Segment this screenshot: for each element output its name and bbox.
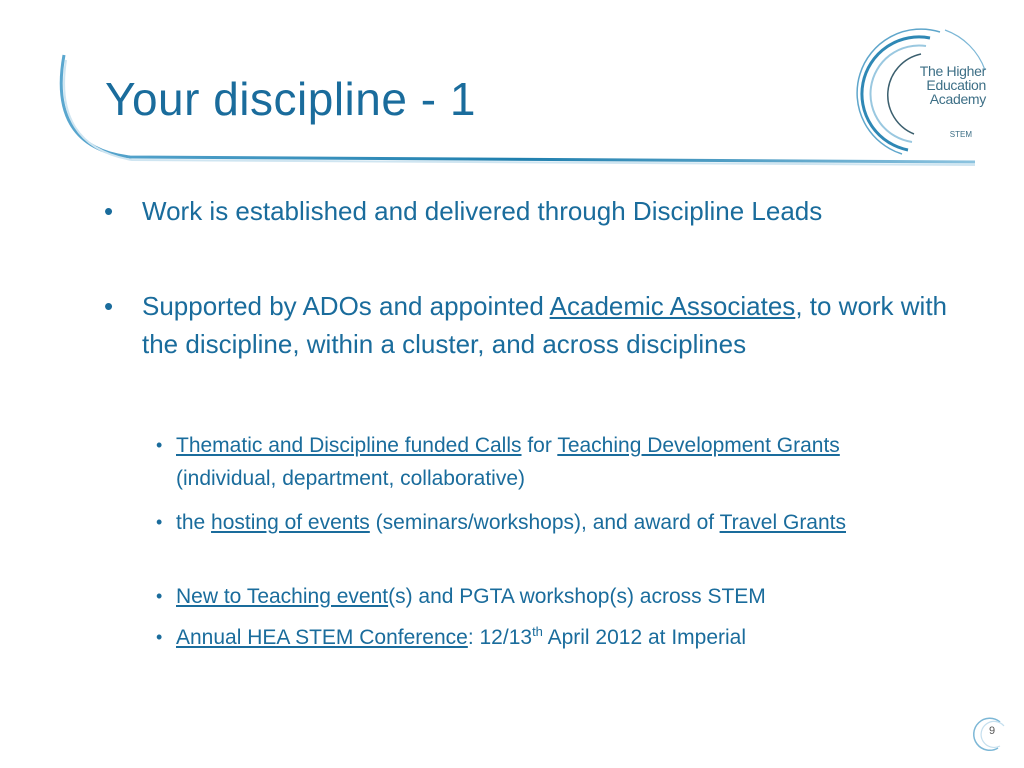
funded-calls-link[interactable]: Thematic and Discipline funded Calls <box>176 434 522 457</box>
logo-subtitle: STEM <box>949 130 972 139</box>
bullet-dot-icon: • <box>104 196 114 226</box>
bullet-dot-icon: • <box>156 512 163 532</box>
teaching-development-grants-link[interactable]: Teaching Development Grants <box>557 434 840 457</box>
ordinal-superscript: th <box>532 624 543 639</box>
sub-bullet-text: (seminars/workshops), and award of <box>369 511 720 534</box>
sub-bullet-text: the <box>176 511 212 534</box>
academic-associates-link[interactable]: Academic Associates <box>549 291 796 321</box>
bullet-item <box>104 287 952 363</box>
hosting-of-events-link[interactable]: hosting of events <box>211 511 370 534</box>
sub-bullet-item <box>156 580 946 613</box>
sub-bullet-item <box>156 506 946 539</box>
bullet-text: Supported by ADOs and appointed <box>142 291 550 321</box>
bullet-dot-icon: • <box>156 586 163 606</box>
bullet-text: , to work with the discipline, within a cluster, and across disciplines <box>142 291 948 359</box>
bullet-dot-icon: • <box>156 435 163 455</box>
sub-bullet-text: April 2012 at Imperial <box>542 626 747 649</box>
bullet-item <box>104 192 952 230</box>
new-to-teaching-event-link[interactable]: New to Teaching event <box>176 585 389 608</box>
bullet-text: Work is established and delivered through Discipline Leads <box>142 196 823 226</box>
logo-line: Academy <box>929 91 986 107</box>
logo-line: The Higher <box>919 63 986 79</box>
page-number: 9 <box>988 725 996 737</box>
sub-bullet-text: : 12/13 <box>467 626 533 649</box>
travel-grants-link[interactable]: Travel Grants <box>719 511 846 534</box>
sub-bullet-text: for <box>521 434 558 457</box>
sub-bullet-item <box>156 621 946 654</box>
sub-bullet-text: (s) and PGTA workshop(s) across STEM <box>388 585 766 608</box>
hea-logo <box>896 64 986 106</box>
sub-bullet-item <box>156 429 946 495</box>
sub-bullet-text: (individual, department, collaborative) <box>176 467 526 490</box>
logo-line: Education <box>926 77 986 93</box>
bullet-dot-icon: • <box>104 291 114 321</box>
bullet-dot-icon: • <box>156 627 163 647</box>
annual-conference-link[interactable]: Annual HEA STEM Conference <box>176 626 468 649</box>
slide-title: Your discipline - 1 <box>105 73 476 125</box>
